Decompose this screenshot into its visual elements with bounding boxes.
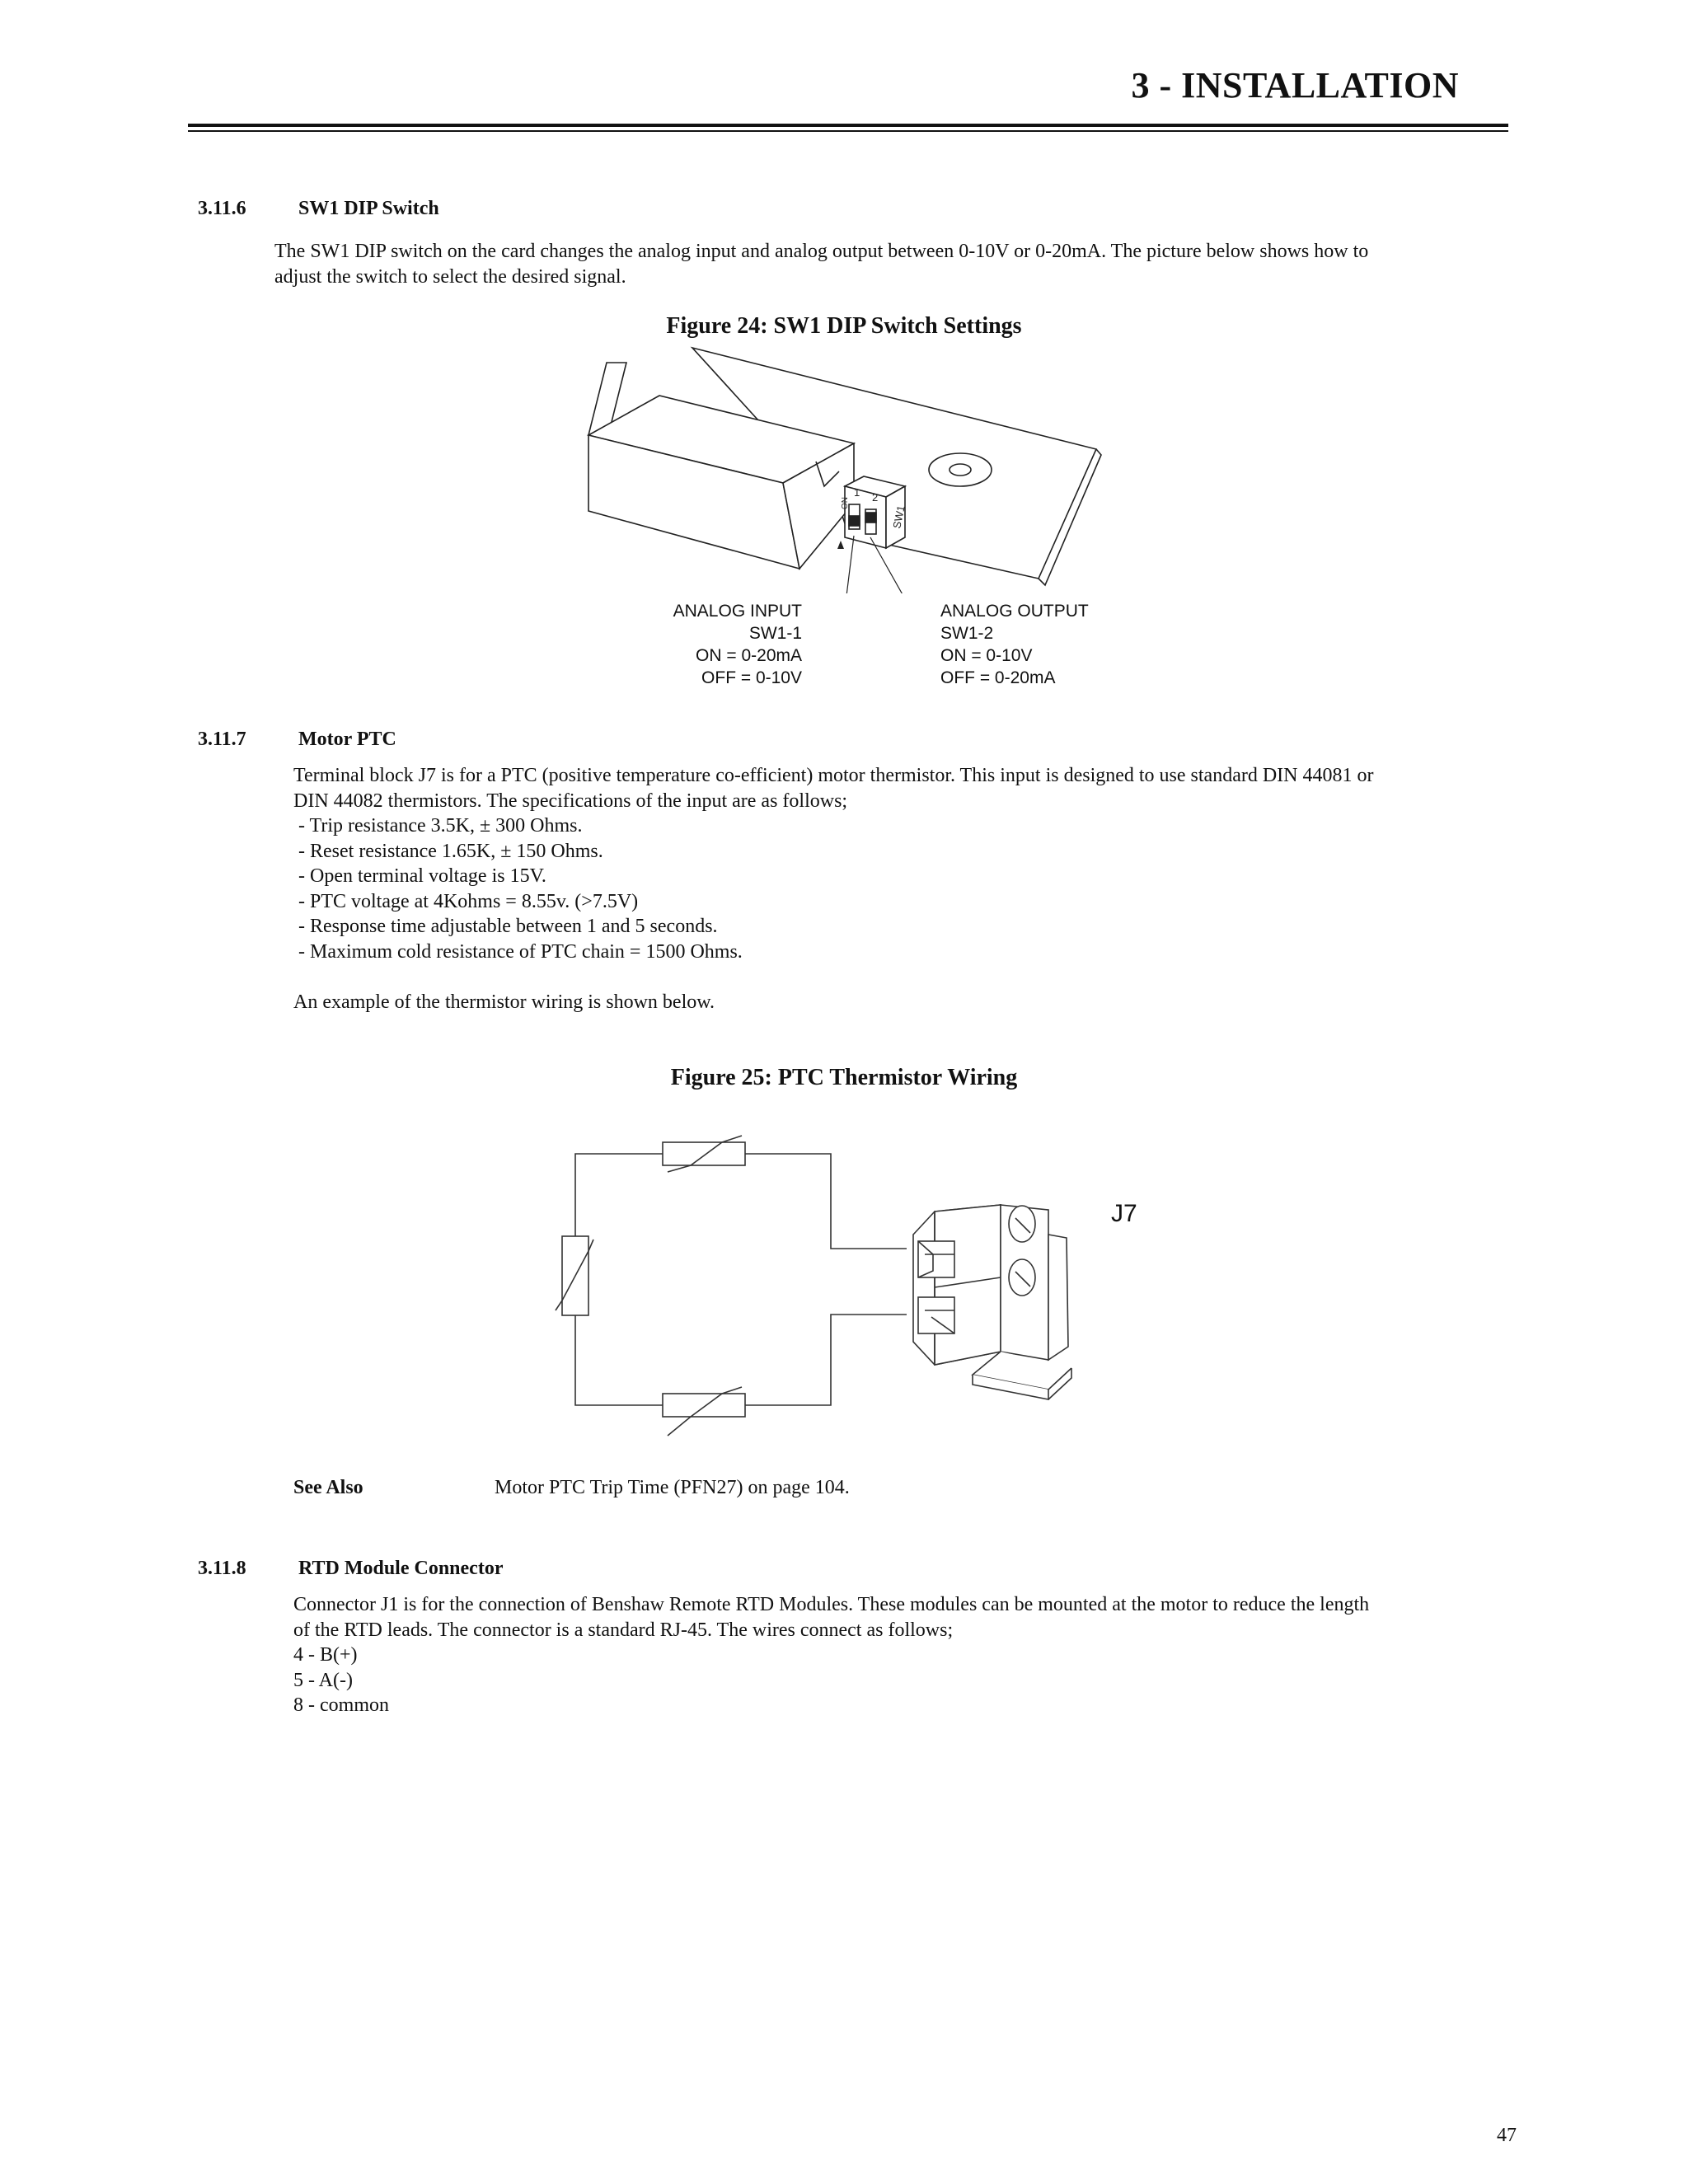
rtd-pin-list — [293, 1643, 389, 1718]
ptc-thermistor-bottom — [663, 1394, 745, 1417]
section-title-motor-ptc: Motor PTC — [298, 729, 396, 750]
wire-bottom-right — [745, 1315, 907, 1405]
rtd-description-line2: of the RTD leads. The connector is a standard RJ-45. The wires connect as follows; — [293, 1619, 954, 1641]
analog-output-title: ANALOG OUTPUT — [940, 602, 1089, 621]
sw1-description-line1: The SW1 DIP switch on the card changes the analog input and analog output between 0-10V or 0-20mA. The picture below shows how to — [274, 241, 1369, 262]
analog-input-title: ANALOG INPUT — [673, 602, 802, 621]
switch-knob-2 — [865, 513, 876, 523]
header-rule-thin — [188, 130, 1508, 132]
section-number-3-11-7: 3.11.7 — [198, 729, 246, 750]
ptc-description — [293, 763, 1374, 813]
ptc-thermistor-top — [663, 1142, 745, 1165]
ptc-wiring-diagram — [544, 1113, 1170, 1442]
rtd-description — [293, 1592, 1369, 1643]
ptc-spec-list — [293, 813, 743, 964]
wire-bottom-left — [575, 1315, 663, 1405]
analog-input-on: ON = 0-20mA — [696, 646, 802, 665]
analog-output-label — [940, 600, 1089, 689]
ptc-example-text: An example of the thermistor wiring is shown below. — [293, 991, 715, 1013]
wire-top-left — [575, 1154, 663, 1236]
figure-25-caption: Figure 25: PTC Thermistor Wiring — [670, 1065, 1018, 1090]
ptc-description-line1: Terminal block J7 is for a PTC (positive temperature co-efficient) motor thermistor. This input is designed to use standard DIN 44081 or — [293, 765, 1374, 786]
rtd-description-line1: Connector J1 is for the connection of Benshaw Remote RTD Modules. These modules can be mounted at the motor to reduce the length — [293, 1594, 1370, 1615]
ptc-spec-item: - Reset resistance 1.65K, ± 150 Ohms. — [293, 840, 603, 862]
analog-output-off: OFF = 0-20mA — [940, 668, 1056, 687]
rtd-pin-item: 4 - B(+) — [293, 1644, 358, 1666]
see-also-label: See Also — [293, 1477, 363, 1498]
analog-input-label — [577, 600, 802, 689]
rtd-pin-item: 5 - A(-) — [293, 1669, 353, 1691]
figure-24-caption: Figure 24: SW1 DIP Switch Settings — [666, 313, 1022, 339]
switch-knob-1 — [849, 516, 860, 526]
connector-label-j7: J7 — [1111, 1200, 1137, 1227]
section-title-rtd-module-connector: RTD Module Connector — [298, 1558, 504, 1579]
switch-mark-on: ON — [841, 497, 850, 509]
ptc-spec-item: - PTC voltage at 4Kohms = 8.55v. (>7.5V) — [293, 890, 639, 912]
sw1-description — [274, 239, 1368, 289]
wire-top-right — [745, 1154, 907, 1249]
ptc-spec-item: - Response time adjustable between 1 and 5 seconds. — [293, 916, 718, 937]
figure-24-dip-switch-drawing — [577, 346, 1113, 593]
sw1-description-line2: adjust the switch to select the desired signal. — [274, 265, 626, 288]
ptc-spec-item: - Maximum cold resistance of PTC chain = 1500 Ohms. — [293, 940, 743, 963]
rtd-pin-item: 8 - common — [293, 1694, 389, 1716]
page-number: 47 — [1497, 2125, 1517, 2146]
section-number-3-11-8: 3.11.8 — [198, 1558, 246, 1579]
ptc-spec-item: - Trip resistance 3.5K, ± 300 Ohms. — [293, 815, 583, 837]
leader-line-sw1-1 — [832, 536, 854, 593]
ptc-spec-item: - Open terminal voltage is 15V. — [293, 865, 546, 887]
analog-output-on: ON = 0-10V — [940, 646, 1033, 665]
ptc-description-line2: DIN 44082 thermistors. The specifications of the input are as follows; — [293, 790, 848, 812]
section-number-3-11-6: 3.11.6 — [198, 198, 246, 219]
chapter-title: 3 - INSTALLATION — [1131, 65, 1459, 105]
switch-mark-1: 1 — [854, 486, 860, 499]
switch-mark-2: 2 — [872, 491, 879, 504]
analog-input-switch: SW1-1 — [748, 624, 802, 643]
section-title-sw1-dip-switch: SW1 DIP Switch — [298, 198, 439, 219]
analog-output-switch: SW1-2 — [940, 624, 994, 643]
see-also-link[interactable]: Motor PTC Trip Time (PFN27) on page 104. — [495, 1477, 850, 1498]
switch-mark-sw1: SW1 — [890, 504, 907, 530]
terminal-slot-2 — [918, 1297, 954, 1333]
analog-input-off: OFF = 0-10V — [701, 668, 802, 687]
header-rule-thick — [188, 124, 1508, 127]
